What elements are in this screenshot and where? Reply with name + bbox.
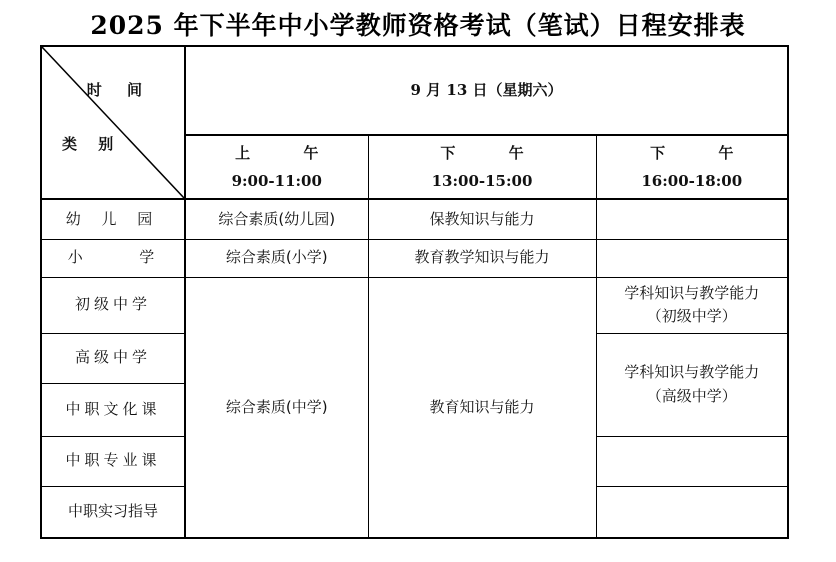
secondary-pm1-subject: 教育知识与能力 [368,277,596,538]
corner-time-label: 时 间 [86,81,152,99]
slot-afternoon-2 [596,135,788,199]
corner-category-label: 类 别 [62,134,122,153]
category-junior: 初级中学 [41,277,185,333]
vocational-major-pm2-subject [596,436,788,486]
primary-pm2-subject [596,239,788,277]
kindergarten-pm2-subject [596,199,788,239]
junior-pm2-line1: 学科知识与教学能力 [624,283,760,302]
slot-morning [185,135,368,199]
category-kindergarten: 幼 儿 园 [41,199,185,239]
senior-pm2-line2: （高级中学） [646,386,737,405]
vocational-practice-pm2-subject [596,486,788,538]
slot-morning-time: 9:00-11:00 [231,172,322,190]
table-row [41,199,788,239]
corner-diagonal-line [42,47,184,198]
category-senior: 高级中学 [41,333,185,383]
primary-am-subject: 综合素质(小学) [185,239,368,277]
kindergarten-pm1-subject: 保教知识与能力 [368,199,596,239]
slot-afternoon-2-period: 下 午 [650,143,758,162]
senior-pm2-line1: 学科知识与教学能力 [624,363,760,382]
junior-pm2-subject [596,277,788,333]
table-row [41,239,788,277]
category-vocational-culture: 中职文化课 [41,383,185,436]
slot-morning-period: 上 午 [235,143,343,162]
schedule-table-wrap [40,45,787,539]
category-primary: 小 学 [41,239,185,277]
secondary-am-subject: 综合素质(中学) [185,277,368,538]
category-vocational-practice: 中职实习指导 [41,486,185,538]
senior-pm2-subject [596,333,788,436]
exam-date-cell: 9 月 13 日（星期六） [185,46,788,135]
header-corner-cell [41,46,185,199]
table-row [41,277,788,333]
slot-afternoon-2-time: 16:00-18:00 [641,172,743,190]
schedule-table [40,45,789,539]
slot-afternoon-1-period: 下 午 [440,143,548,162]
kindergarten-am-subject: 综合素质(幼儿园) [185,199,368,239]
category-vocational-major: 中职专业课 [41,436,185,486]
page-title: 2025 年下半年中小学教师资格考试（笔试）日程安排表 [90,11,746,40]
slot-afternoon-1 [368,135,596,199]
slot-afternoon-1-time: 13:00-15:00 [431,172,533,190]
primary-pm1-subject: 教育教学知识与能力 [368,239,596,277]
junior-pm2-line2: （初级中学） [646,307,737,325]
